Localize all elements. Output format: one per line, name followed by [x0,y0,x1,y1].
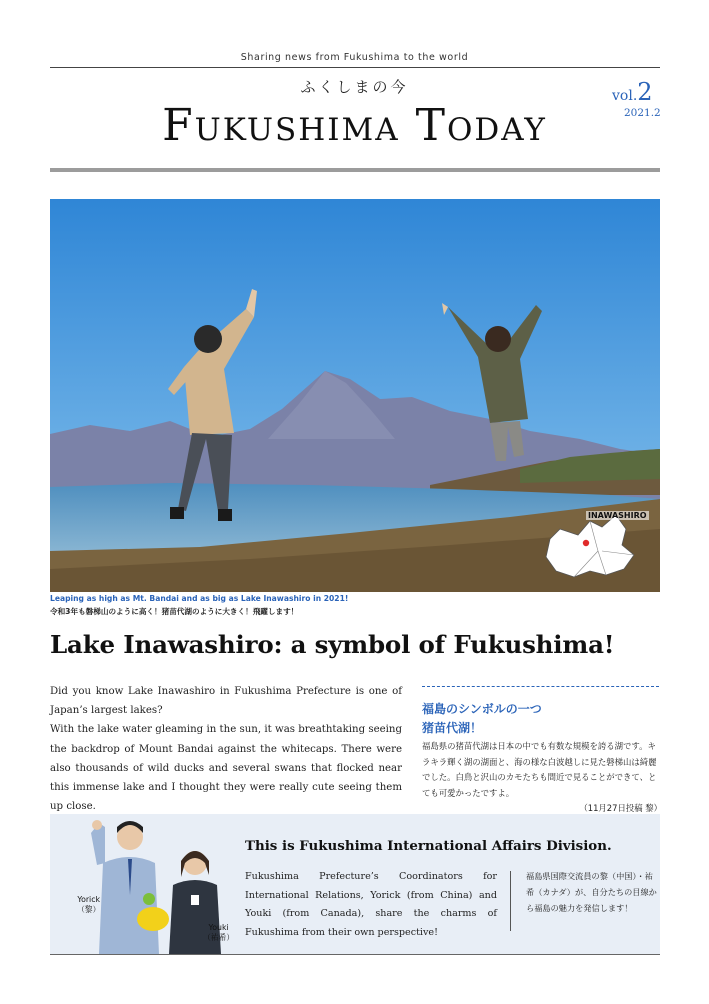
article-headline: Lake Inawashiro: a symbol of Fukushima! [50,630,615,659]
person-label-youki [203,923,234,943]
hero-photo [50,199,660,592]
issue-date: 2021.2 [624,107,661,119]
publication-title: Fukushima Today [162,100,547,151]
division-title: This is Fukushima International Affairs Division. [245,838,612,854]
person-name-jp: （黎） [77,905,101,914]
bottom-rule [50,954,660,955]
map-label: INAWASHIRO [588,511,647,520]
jp-column-heading [422,700,659,738]
person-name-jp: （祐希） [203,933,235,942]
photo-caption-jp: 令和3年も磐梯山のように高く！猪苗代湖のように大きく！飛躍します！ [50,607,299,616]
volume-prefix: vol. [612,88,638,104]
division-body-en: Fukushima Prefecture’s Coordinators for International Relations, Yorick (from China) and Youki (from Canada), share the charms of Fukushima from their own perspective! [245,871,497,938]
article-body-en [50,682,402,836]
jp-column-divider [422,686,659,687]
division-photo [75,815,235,954]
article-paragraph: With the lake water gleaming in the sun, it was breathtaking seeing the backdrop of Mount Bandai against the whitecaps. There were also thousands of wild ducks and several swans that flocked near this immense lake and I thought they were really cute seeing them up close. [50,724,402,813]
division-body-jp: 福島県国際交流員の黎（中国）・祐希（カナダ）が、自分たちの目線から福島の魅力を発信します！ [526,871,657,914]
top-rule [50,67,660,68]
article-paragraph: Did you know Lake Inawashiro in Fukushima Prefecture is one of Japan’s largest lakes? [50,686,402,717]
person-label-yorick [77,895,100,915]
tagline: Sharing news from Fukushima to the world [240,52,469,63]
photo-caption-en: Leaping as high as Mt. Bandai and as big as Lake Inawashiro in 2021! [50,594,349,603]
volume-number: 2 [637,78,653,106]
person-name: Youki [208,923,229,932]
division-divider [510,871,511,931]
jp-column-body [422,739,662,817]
volume-label [612,78,653,106]
masthead-divider [50,168,660,172]
jp-signature: （11月27日投稿 黎） [579,803,662,813]
jp-heading-line: 福島のシンボルの一つ [422,702,542,716]
subtitle-jp: ふくしまの今 [300,78,409,96]
person-name: Yorick [77,895,101,904]
jp-heading-line: 猪苗代湖！ [422,721,483,735]
jp-body-text: 福島県の猪苗代湖は日本の中でも有数な規模を誇る湖です。キラキラ輝く湖の湖面と、海の様な白波越しに見た磐梯山は綺麗でした。白鳥と沢山のカモたちも間近で見ることができて、とても可愛かったですよ。 [422,741,657,798]
lake-scene-illustration [50,199,660,592]
